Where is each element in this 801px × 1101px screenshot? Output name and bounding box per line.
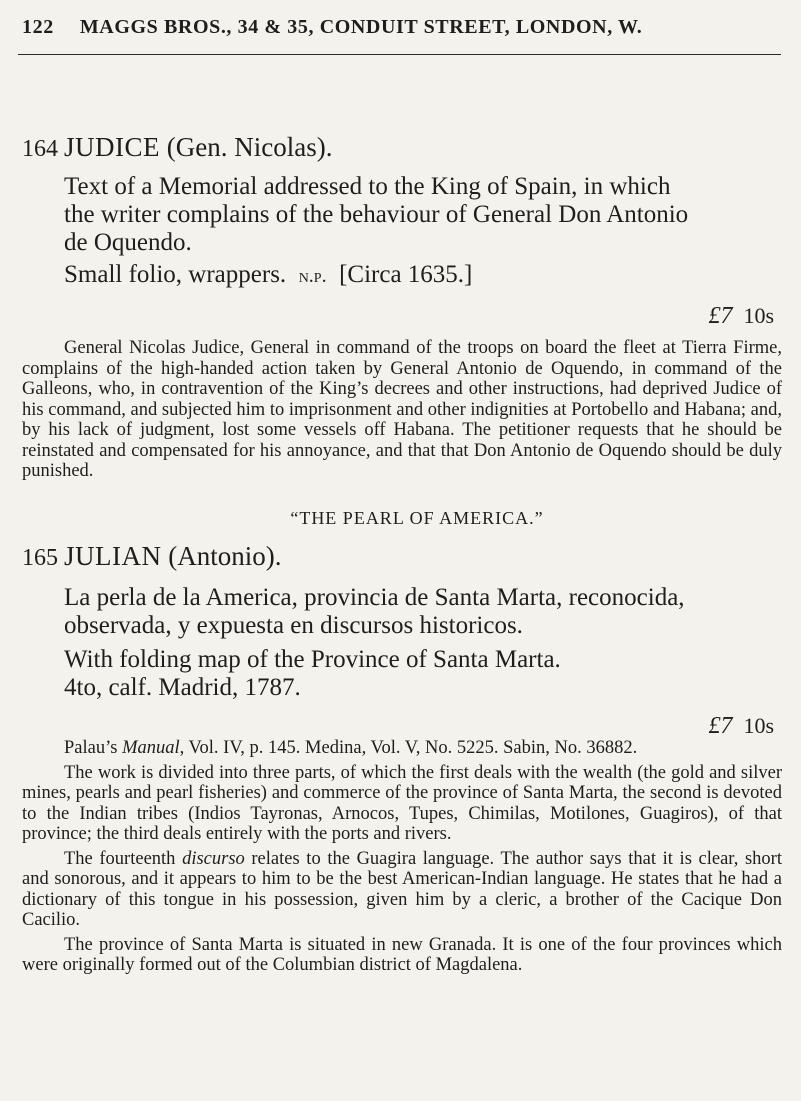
entry-164: [22, 132, 782, 482]
price-pounds: £7: [708, 303, 733, 329]
entry-surname: JUDICE: [64, 132, 160, 162]
header-rule: [18, 54, 781, 55]
running-title: MAGGS BROS., 34 & 35, CONDUIT STREET, LONDON, W.: [79, 16, 643, 38]
format-line: [22, 261, 782, 290]
para2-b: relates to the Guagira language. The author says that it is clear, short and sonorous, and it appears to him to be the best American-Indian language. He states that he had a dictionary of this tongue in his possession, given him by a cleric, a brother of the Cacique Don Cacilio.: [22, 848, 782, 930]
price: [22, 714, 782, 738]
running-header: [22, 16, 782, 39]
ref-palau: Palau’s: [64, 738, 123, 758]
entry-forename: (Gen. Nicolas).: [166, 132, 333, 162]
section-heading: “THE PEARL OF AMERICA.”: [290, 508, 544, 528]
price-shillings: 10s: [743, 713, 774, 738]
entry-heading: [22, 541, 782, 574]
description: General Nicolas Judice, General in command of the troops on board the fleet at Tierra Firme, complains of the high-handed action taken by General Antonio de Oquendo, in command of the Galleons, who, in contravention of the King’s decrees and other instructions, had deprived Judice of his command, and subjected him to imprisonment and other indignities at Portobello and Habana; and, by his lack of judgment, lost some vessels off Habana. The petitioner requests that he should be reinstated and compensated for his annoyance, and that that Don Antonio de Oquendo should be duly punished.: [22, 338, 782, 481]
references: [22, 738, 782, 759]
format: Small folio, wrappers.: [64, 261, 287, 288]
title-line: de Oquendo.: [64, 229, 192, 256]
date: [Circa 1635.]: [339, 261, 473, 288]
entry-forename: (Antonio).: [168, 541, 282, 571]
map-note: With folding map of the Province of Santa Marta.: [64, 646, 561, 673]
page-number: 122: [22, 16, 54, 38]
para2-em: discurso: [182, 848, 245, 869]
title-line: observada, y expuesta en discursos historicos.: [64, 612, 523, 639]
title-line: the writer complains of the behaviour of General Don Antonio: [64, 201, 689, 228]
price-shillings: 10s: [743, 303, 774, 328]
entry-number: 165: [22, 545, 58, 571]
paragraph-3: The province of Santa Marta is situated in new Granada. It is one of the four provinces which were originally formed out of the Columbian district of Magdalena.: [22, 934, 782, 975]
para2-a: The fourteenth: [64, 848, 183, 869]
price-pounds: £7: [708, 713, 733, 739]
price: [22, 304, 782, 328]
ref-manual: Manual: [122, 738, 180, 758]
entry-surname: JULIAN: [64, 541, 162, 571]
title-line: La perla de la America, provincia de Santa Marta, reconocida,: [64, 584, 685, 611]
format-line: 4to, calf. Madrid, 1787.: [64, 674, 301, 701]
title-line: Text of a Memorial addressed to the King of Spain, in which: [64, 173, 671, 200]
ref-rest: , Vol. IV, p. 145. Medina, Vol. V, No. 5225. Sabin, No. 36882.: [179, 738, 638, 758]
entry-165: [22, 508, 782, 976]
entry-heading: [22, 132, 782, 165]
no-place: n.p.: [298, 265, 327, 287]
paragraph-2: [22, 849, 782, 931]
paragraph-1: The work is divided into three parts, of which the first deals with the wealth (the gold and silver mines, pearls and pearl fisheries) and commerce of the province of Santa Marta, the second is devoted to the Indian tribes (Indios Tayronas, Arnocos, Tupes, Chimilas, Motilones, Guagiros), of that province; the third deals entirely with the ports and rivers.: [22, 762, 782, 844]
entry-number: 164: [22, 136, 58, 162]
